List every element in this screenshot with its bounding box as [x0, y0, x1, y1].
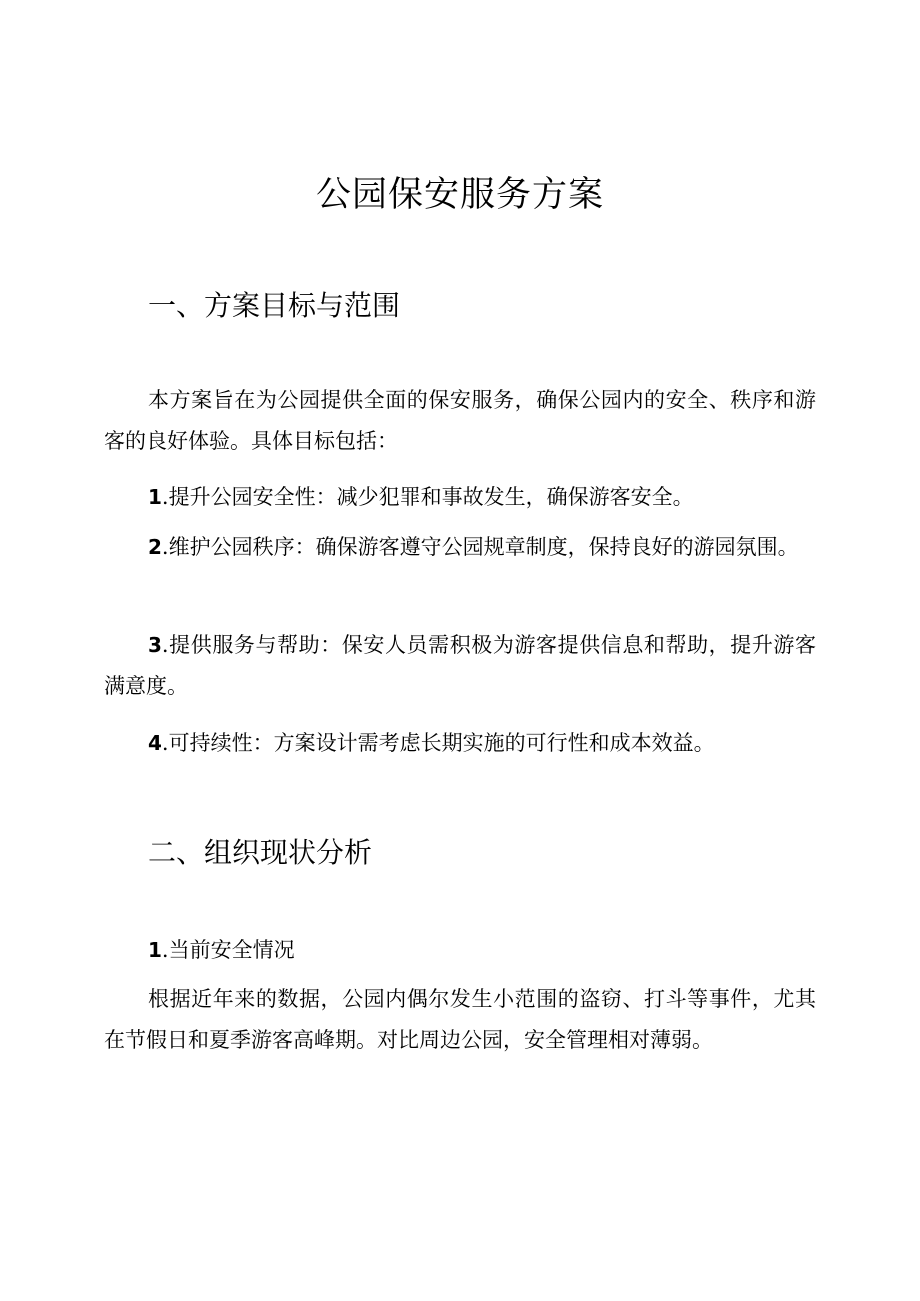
list-item-number: 3 — [148, 633, 162, 657]
goal-list-item — [104, 723, 816, 764]
list-item-text: .提供服务与帮助：保安人员需积极为游客提供信息和帮助，提升游客满意度。 — [104, 633, 816, 698]
list-item-number: 2 — [148, 535, 162, 559]
list-item-text: .提升公园安全性：减少犯罪和事故发生，确保游客安全。 — [161, 485, 694, 509]
goal-list-item — [104, 625, 816, 707]
goal-list-item — [104, 527, 816, 568]
list-item-number: 1 — [148, 485, 162, 509]
goal-list-item — [104, 477, 816, 518]
document-title: 公园保安服务方案 — [315, 175, 604, 215]
analysis-body-paragraph: 根据近年来的数据，公园内偶尔发生小范围的盗窃、打斗等事件，尤其在节假日和夏季游客高峰期。对比周边公园，安全管理相对薄弱。 — [104, 987, 816, 1052]
section-heading-goals: 一、方案目标与范围 — [148, 289, 401, 322]
section-intro-paragraph: 本方案旨在为公园提供全面的保安服务，确保公园内的安全、秩序和游客的良好体验。具体目标包括： — [104, 388, 816, 453]
subsection-text: .当前安全情况 — [161, 938, 295, 962]
section-heading-analysis: 二、组织现状分析 — [148, 836, 373, 869]
list-item-text: .维护公园秩序：确保游客遵守公园规章制度，保持良好的游园氛围。 — [161, 535, 799, 559]
list-item-number: 4 — [148, 731, 162, 755]
subsection-number: 1 — [148, 938, 162, 962]
list-item-text: .可持续性：方案设计需考虑长期实施的可行性和成本效益。 — [161, 731, 715, 755]
subsection-heading — [104, 930, 816, 971]
